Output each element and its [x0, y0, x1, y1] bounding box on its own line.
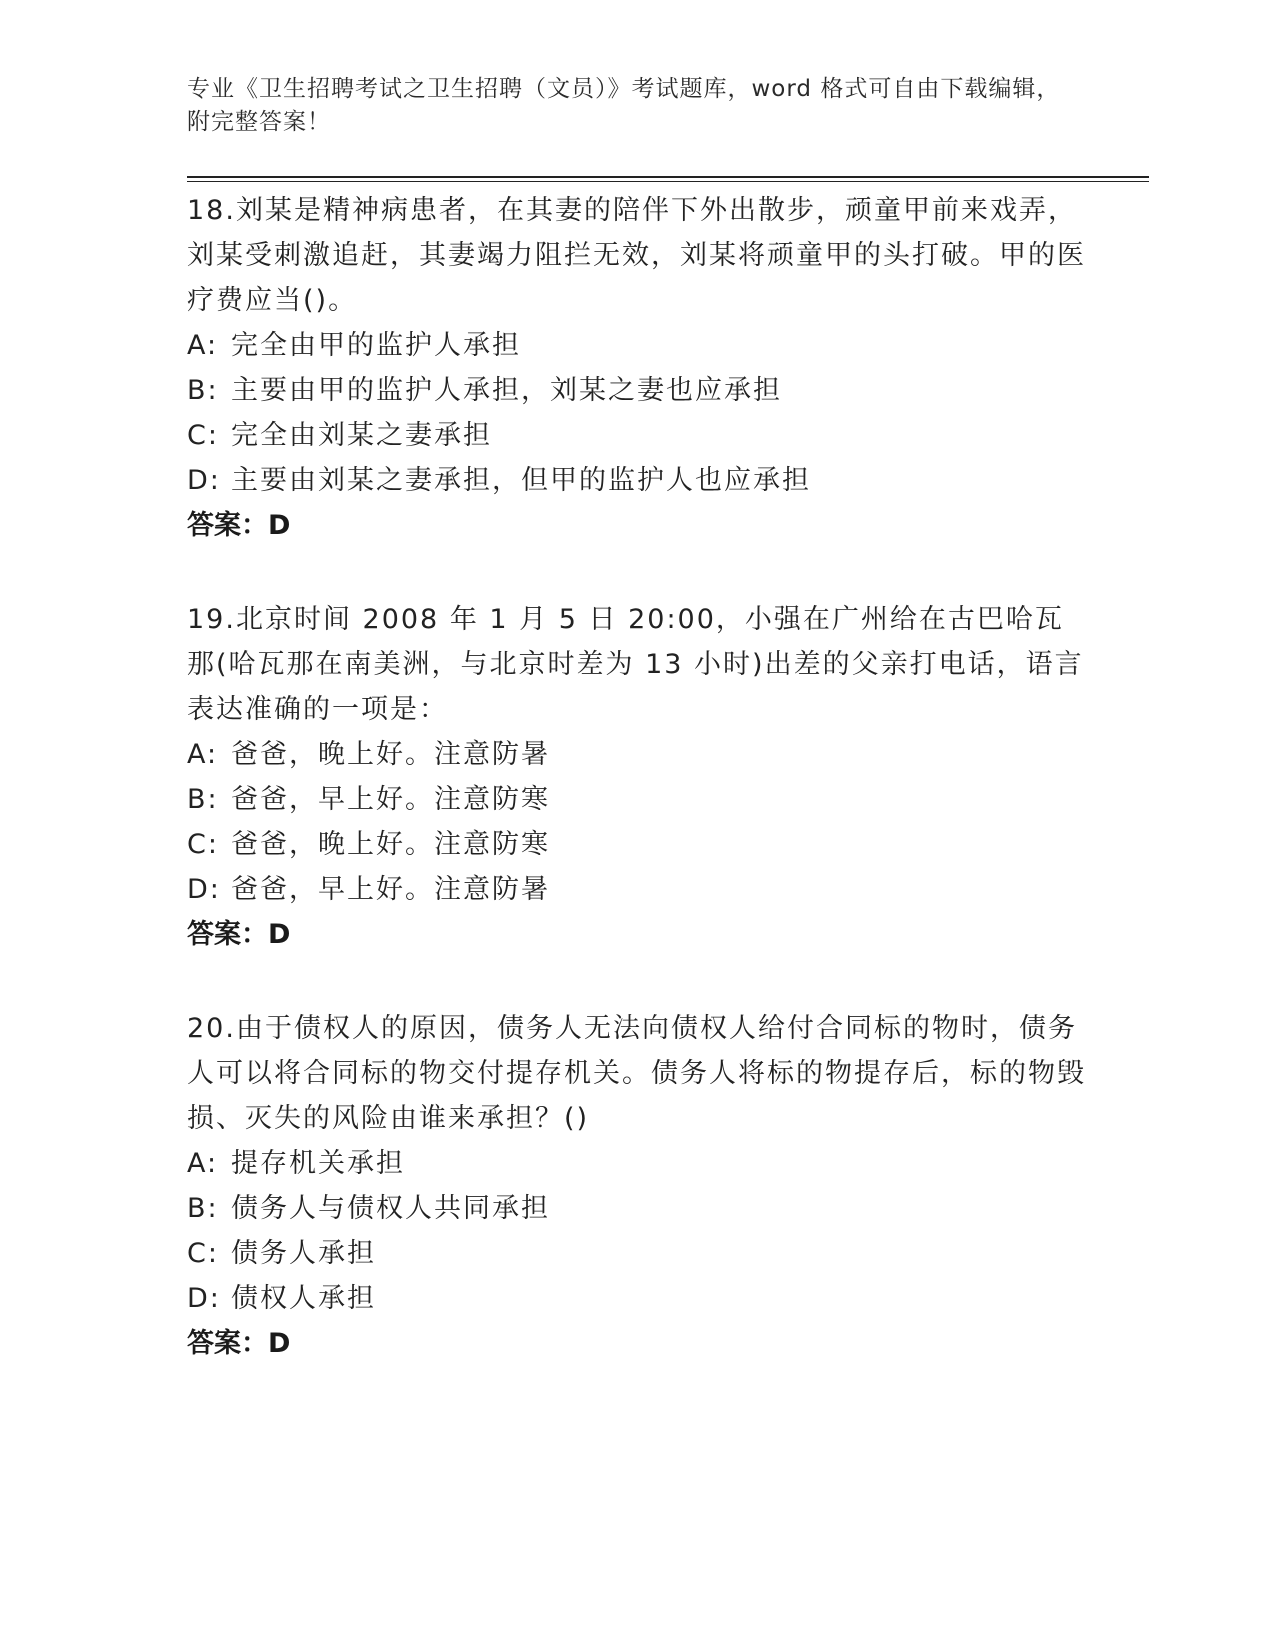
- option-text: 完全由甲的监护人承担: [231, 330, 521, 361]
- question-18: [187, 188, 1087, 548]
- answer-label: 答案：D: [187, 919, 291, 950]
- question-stem: 20.由于债权人的原因，债务人无法向债权人给付合同标的物时，债务人可以将合同标的物交付提存机关。债务人将标的物提存后，标的物毁损、灭失的风险由谁来承担？(): [187, 1013, 1086, 1134]
- option-key: C:: [187, 420, 219, 451]
- option-b: [187, 1186, 1087, 1231]
- option-b: [187, 368, 1087, 413]
- option-key: A:: [187, 739, 219, 770]
- option-text: 主要由甲的监护人承担，刘某之妻也应承担: [231, 375, 782, 406]
- option-a: [187, 1141, 1087, 1186]
- option-key: D:: [187, 1283, 221, 1314]
- answer-label: 答案：D: [187, 510, 291, 541]
- option-c: [187, 413, 1087, 458]
- option-a: [187, 323, 1087, 368]
- option-key: A:: [187, 330, 219, 361]
- option-text: 爸爸，晚上好。注意防暑: [231, 739, 550, 770]
- option-text: 主要由刘某之妻承担，但甲的监护人也应承担: [231, 465, 811, 496]
- option-key: C:: [187, 829, 219, 860]
- option-text: 债权人承担: [231, 1283, 376, 1314]
- option-key: B:: [187, 1193, 219, 1224]
- option-key: C:: [187, 1238, 219, 1269]
- option-d: [187, 867, 1087, 912]
- header-divider-thick: [187, 176, 1149, 178]
- document-header: 专业《卫生招聘考试之卫生招聘（文员）》考试题库，word 格式可自由下载编辑，附完整答案！: [187, 76, 1061, 135]
- question-stem: 18.刘某是精神病患者，在其妻的陪伴下外出散步，顽童甲前来戏弄，刘某受刺激追赶，其妻竭力阻拦无效，刘某将顽童甲的头打破。甲的医疗费应当()。: [187, 195, 1086, 316]
- option-text: 爸爸，早上好。注意防寒: [231, 784, 550, 815]
- option-text: 爸爸，早上好。注意防暑: [231, 874, 550, 905]
- option-key: D:: [187, 874, 221, 905]
- option-a: [187, 732, 1087, 777]
- option-key: B:: [187, 784, 219, 815]
- option-d: [187, 1276, 1087, 1321]
- option-key: B:: [187, 375, 219, 406]
- option-text: 完全由刘某之妻承担: [231, 420, 492, 451]
- option-text: 债务人承担: [231, 1238, 376, 1269]
- option-text: 提存机关承担: [231, 1148, 405, 1179]
- option-text: 债务人与债权人共同承担: [231, 1193, 550, 1224]
- question-19: [187, 597, 1087, 957]
- option-c: [187, 1231, 1087, 1276]
- option-key: D:: [187, 465, 221, 496]
- option-c: [187, 822, 1087, 867]
- option-b: [187, 777, 1087, 822]
- option-key: A:: [187, 1148, 219, 1179]
- option-text: 爸爸，晚上好。注意防寒: [231, 829, 550, 860]
- question-stem: 19.北京时间 2008 年 1 月 5 日 20:00，小强在广州给在古巴哈瓦那(哈瓦那在南美洲，与北京时差为 13 小时)出差的父亲打电话，语言表达准确的一项是：: [187, 604, 1084, 725]
- header-divider-thin: [187, 181, 1149, 182]
- question-20: [187, 1006, 1087, 1366]
- option-d: [187, 458, 1087, 503]
- answer-label: 答案：D: [187, 1328, 291, 1359]
